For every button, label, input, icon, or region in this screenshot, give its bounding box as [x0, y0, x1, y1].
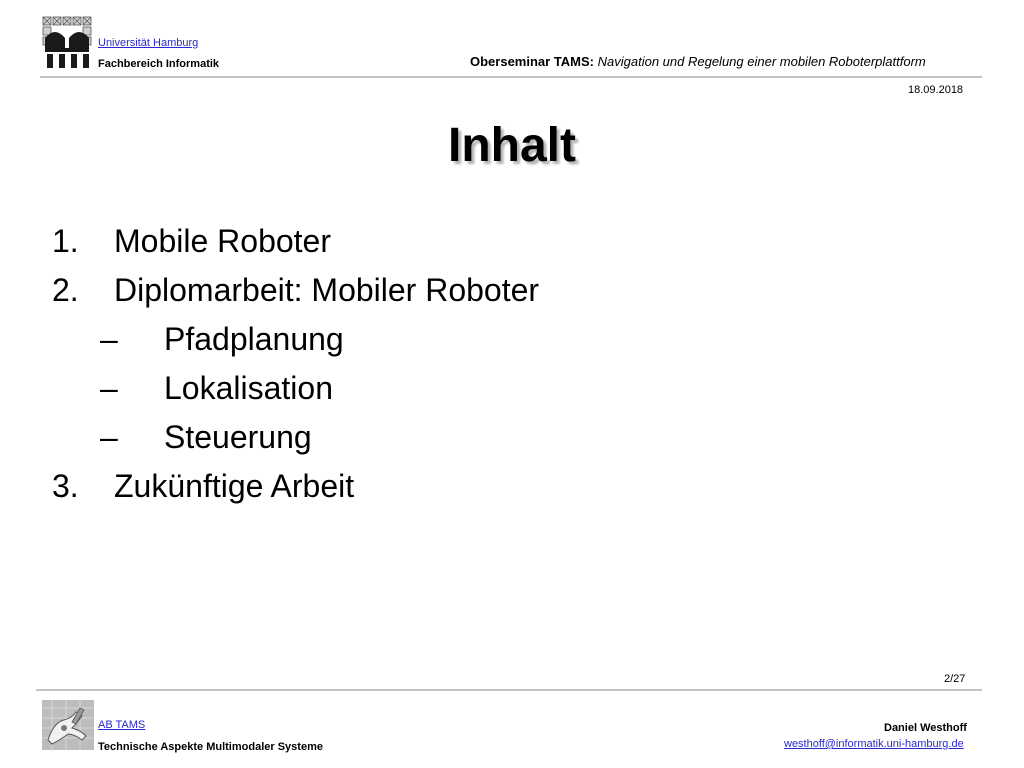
university-hamburg-logo-icon	[42, 16, 94, 68]
header-divider	[40, 76, 982, 78]
agenda-item-text: Zukünftige Arbeit	[114, 468, 355, 504]
agenda-subitem	[0, 323, 1024, 363]
agenda-item	[0, 470, 1024, 510]
agenda-subitem-text: Steuerung	[164, 419, 312, 455]
agenda-item	[0, 274, 1024, 314]
agenda-subitem-text: Lokalisation	[164, 370, 333, 406]
agenda-subitem-text: Pfadplanung	[164, 321, 344, 357]
group-full-name: Technische Aspekte Multimodaler Systeme	[98, 741, 323, 753]
agenda-subitem-marker: –	[100, 419, 118, 455]
agenda-subitem-marker: –	[100, 321, 118, 357]
slide-title: Inhalt	[448, 119, 576, 172]
agenda-item-marker: 2.	[52, 272, 79, 308]
agenda-item-text: Diplomarbeit: Mobiler Roboter	[114, 272, 540, 308]
slide-date: 18.09.2018	[908, 84, 964, 96]
seminar-label: Oberseminar TAMS:	[470, 54, 595, 69]
author-name: Daniel Westhoff	[884, 722, 967, 734]
robot-hand-logo-icon	[42, 700, 94, 750]
agenda-subitem-marker: –	[100, 370, 118, 406]
university-link[interactable]: Universität Hamburg	[98, 37, 199, 49]
seminar-heading	[470, 54, 926, 69]
author-email-link[interactable]: westhoff@informatik.uni-hamburg.de	[784, 738, 964, 750]
agenda-subitem	[0, 372, 1024, 412]
agenda-item-text: Mobile Roboter	[114, 223, 331, 259]
agenda-item-marker: 3.	[52, 468, 79, 504]
agenda-item-marker: 1.	[52, 223, 79, 259]
agenda-subitem	[0, 421, 1024, 461]
department-label: Fachbereich Informatik	[98, 58, 220, 70]
agenda-item	[0, 225, 1024, 265]
footer-divider	[36, 689, 982, 691]
page-number: 2/27	[944, 673, 966, 685]
group-link[interactable]: AB TAMS	[98, 719, 146, 731]
seminar-subtitle: Navigation und Regelung einer mobilen Roboterplattform	[597, 54, 926, 69]
